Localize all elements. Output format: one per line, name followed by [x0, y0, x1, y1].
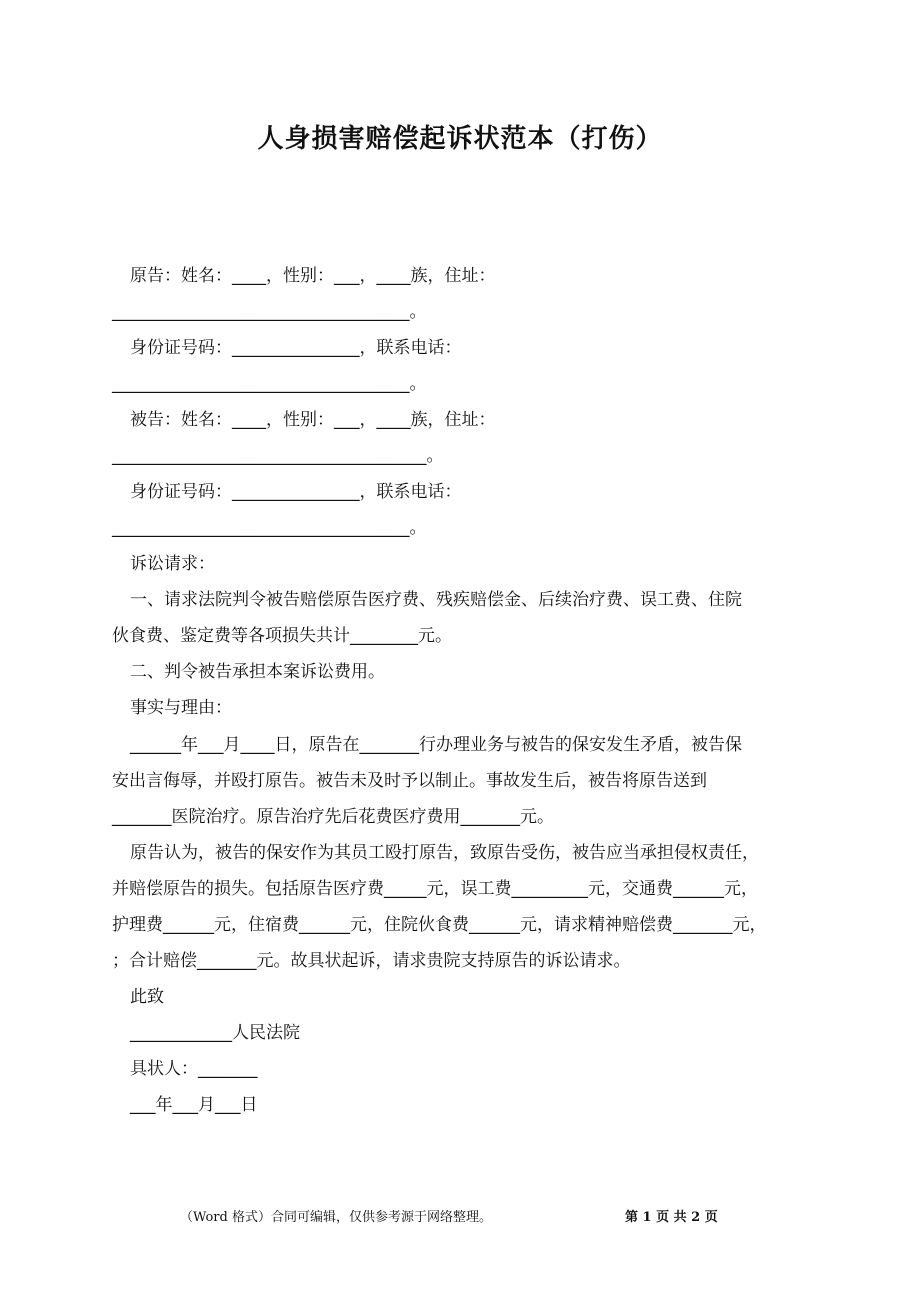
page-footer — [180, 1206, 740, 1226]
reason-line-2: 并赔偿原告的损失。包括原告医疗费_____元，误工费_________元，交通费______元， — [112, 879, 758, 899]
reason-line-1: 原告认为，被告的保安作为其员工殴打原告，致原告受伤，被告应当承担侵权责任， — [130, 843, 759, 863]
facts-line-2: 安出言侮辱，并殴打原告。被告未及时予以制止。事故发生后，被告将原告送到 — [112, 771, 707, 791]
plaintiff-name-line: 原告：姓名：____，性别：___，____族，住址： — [130, 266, 496, 286]
court-name: ____________人民法院 — [130, 1023, 300, 1043]
footer-note: （Word 格式）合同可编辑，仅供参考源于网络整理。 — [180, 1210, 492, 1225]
claim-2: 二、判令被告承担本案诉讼费用。 — [130, 662, 385, 682]
defendant-id-line: 身份证号码：_______________，联系电话： — [130, 482, 462, 502]
reason-line-3: 护理费______元，住宿费______元，住院伙食费______元，请求精神赔偿费_______元， — [112, 915, 767, 935]
claim-1-line-2: 伙食费、鉴定费等各项损失共计________元。 — [112, 626, 452, 646]
facts-line-1: ______年___月____日，原告在_______行办理业务与被告的保安发生矛盾，被告保 — [130, 735, 742, 755]
salutation: 此致 — [130, 987, 164, 1007]
petitioner-signature: 具状人：_______ — [130, 1059, 258, 1079]
defendant-phone-blank: ___________________________________。 — [112, 518, 427, 538]
defendant-address-blank: _____________________________________。 — [112, 446, 444, 466]
plaintiff-id-line: 身份证号码：_______________，联系电话： — [130, 338, 462, 358]
facts-line-3: _______医院治疗。原告治疗先后花费医疗费用_______元。 — [112, 807, 554, 827]
plaintiff-phone-blank: ___________________________________。 — [112, 374, 427, 394]
plaintiff-address-blank: ___________________________________。 — [112, 302, 427, 322]
document-title: 人身损害赔偿起诉状范本（打伤） — [257, 124, 663, 154]
claims-heading: 诉讼请求： — [130, 554, 215, 574]
page-number: 第 1 页 共 2 页 — [625, 1210, 718, 1225]
facts-heading: 事实与理由： — [130, 698, 232, 718]
reason-line-4: ；合计赔偿_______元。故具状起诉，请求贵院支持原告的诉讼请求。 — [112, 951, 631, 971]
claim-1-line-1: 一、请求法院判令被告赔偿原告医疗费、残疾赔偿金、后续治疗费、误工费、住院 — [130, 590, 742, 610]
signing-date: ___年___月___日 — [130, 1095, 258, 1115]
defendant-name-line: 被告：姓名：____，性别：___，____族，住址： — [130, 410, 496, 430]
